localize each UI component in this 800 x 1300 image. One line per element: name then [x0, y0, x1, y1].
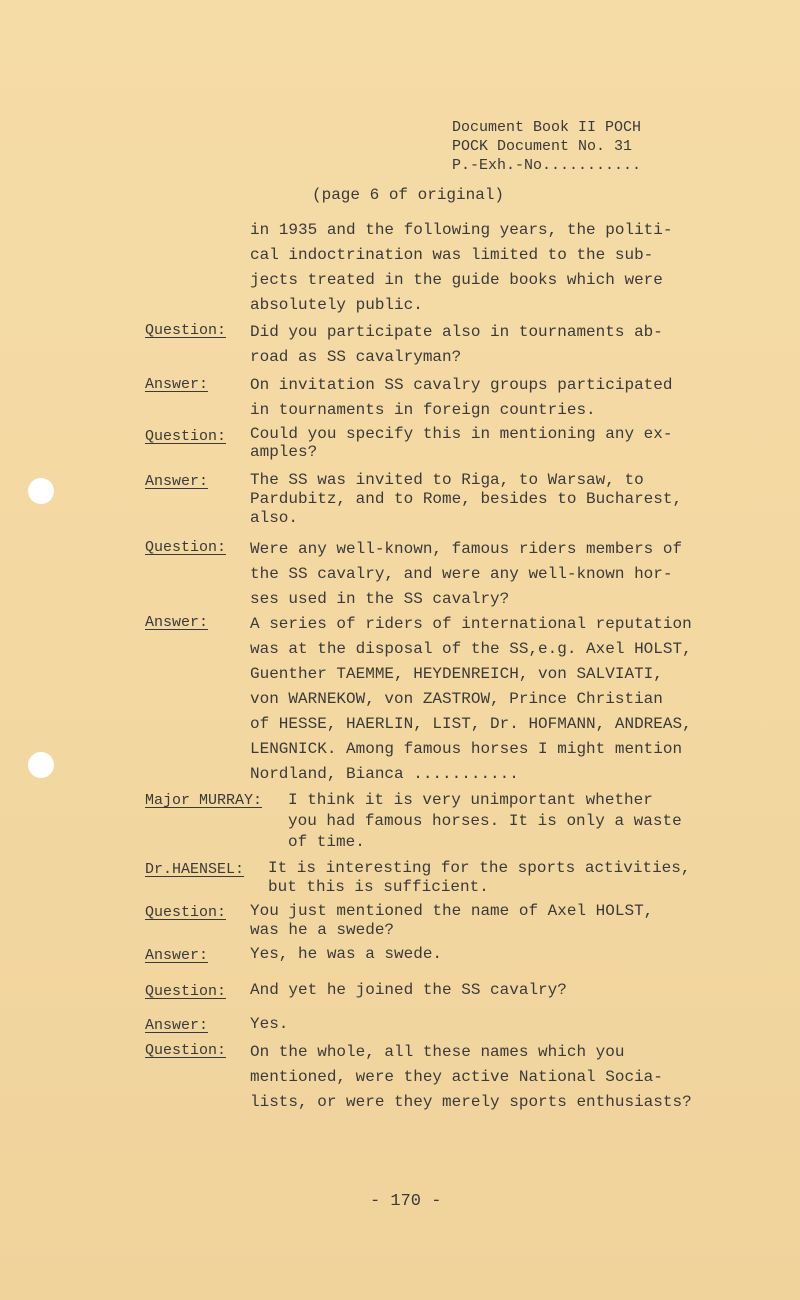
exchange-text — [250, 902, 653, 940]
text-line: I think it is very unimportant whether — [288, 791, 653, 809]
speaker-label: Answer: — [145, 614, 209, 631]
text-line: road as SS cavalryman? — [250, 348, 462, 366]
speaker-label: Answer: — [145, 947, 209, 964]
speaker-label: Dr.HAENSEL: — [145, 861, 245, 878]
text-line: Nordland, Bianca ........... — [250, 765, 519, 783]
page-number: - 170 - — [370, 1192, 442, 1211]
exchange-text — [250, 471, 682, 528]
text-line: amples? — [250, 443, 318, 461]
text-line: Guenther TAEMME, HEYDENREICH, von SALVIATI, — [250, 665, 663, 683]
text-line: in 1935 and the following years, the politi- — [250, 221, 673, 239]
speaker-label: Question: — [145, 539, 227, 556]
text-line: but this is sufficient. — [268, 878, 489, 896]
text-line: mentioned, were they active National Socia- — [250, 1068, 663, 1086]
text-line: was at the disposal of the SS,e.g. Axel HOLST, — [250, 640, 692, 658]
exchange-text — [250, 1040, 692, 1115]
exchange-text — [250, 320, 663, 370]
speaker-label: Answer: — [145, 473, 209, 490]
text-line: Were any well-known, famous riders members of — [250, 540, 683, 558]
text-line: You just mentioned the name of Axel HOLST, — [250, 902, 654, 920]
original-page-note: (page 6 of original) — [312, 186, 505, 204]
speaker-label: Answer: — [145, 376, 209, 393]
text-line: LENGNICK. Among famous horses I might mention — [250, 740, 683, 758]
text-line: of time. — [288, 833, 365, 851]
text-line: Yes. — [250, 1015, 289, 1033]
text-line: of HESSE, HAERLIN, LIST, Dr. HOFMANN, ANDREAS, — [250, 715, 692, 733]
exchange-text — [250, 981, 567, 999]
text-line: absolutely public. — [250, 296, 423, 314]
punch-hole — [28, 752, 54, 778]
text-line: On the whole, all these names which you — [250, 1043, 625, 1061]
text-line: also. — [250, 509, 299, 527]
exchange-text — [250, 425, 672, 461]
speaker-label: Answer: — [145, 1017, 209, 1034]
text-line: was he a swede? — [250, 921, 395, 939]
text-line: Yes, he was a swede. — [250, 945, 443, 963]
exchange-text — [288, 790, 682, 853]
text-line: On invitation SS cavalry groups participated — [250, 376, 673, 394]
exchange-text — [268, 859, 690, 897]
text-line: jects treated in the guide books which were — [250, 271, 663, 289]
header-line: POCK Document No. 31 — [452, 138, 633, 155]
text-line: in tournaments in foreign countries. — [250, 401, 596, 419]
text-line: The SS was invited to Riga, to Warsaw, to — [250, 471, 644, 489]
header-line: Document Book II POCH — [452, 119, 642, 136]
text-line: the SS cavalry, and were any well-known hor- — [250, 565, 673, 583]
header-line: P.-Exh.-No........... — [452, 157, 642, 174]
text-line: cal indoctrination was limited to the sub- — [250, 246, 654, 264]
text-line: ses used in the SS cavalry? — [250, 590, 510, 608]
text-line: you had famous horses. It is only a waste — [288, 812, 682, 830]
exchange-text — [250, 945, 442, 963]
speaker-label: Question: — [145, 983, 227, 1000]
text-line: lists, or were they merely sports enthusiasts? — [250, 1093, 692, 1111]
speaker-label: Question: — [145, 1042, 227, 1059]
text-line: von WARNEKOW, von ZASTROW, Prince Christian — [250, 690, 663, 708]
exchange-text — [250, 537, 682, 612]
text-line: Pardubitz, and to Rome, besides to Bucharest, — [250, 490, 683, 508]
text-line: A series of riders of international reputation — [250, 615, 692, 633]
speaker-label: Question: — [145, 428, 227, 445]
speaker-label: Question: — [145, 904, 227, 921]
exchange-text — [250, 612, 692, 787]
exchange-text — [250, 373, 672, 423]
speaker-label: Question: — [145, 322, 227, 339]
text-line: And yet he joined the SS cavalry? — [250, 981, 567, 999]
text-line: Could you specify this in mentioning any ex- — [250, 425, 673, 443]
text-line: Did you participate also in tournaments ab- — [250, 323, 663, 341]
text-line: It is interesting for the sports activities, — [268, 859, 691, 877]
document-header — [452, 118, 641, 175]
speaker-label: Major MURRAY: — [145, 792, 263, 809]
intro-paragraph — [250, 218, 672, 318]
exchange-text — [250, 1015, 288, 1033]
punch-hole — [28, 478, 54, 504]
